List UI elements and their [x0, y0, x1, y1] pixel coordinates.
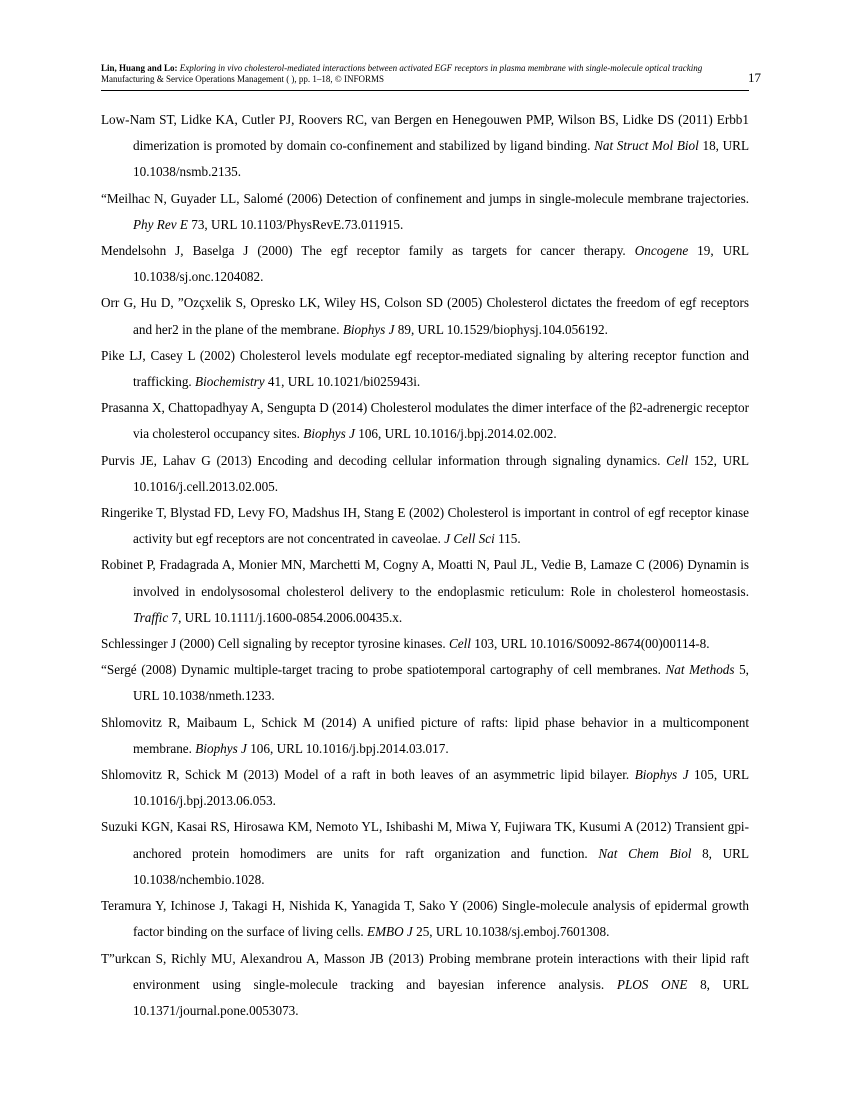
- reference-journal: Biophys J: [634, 767, 689, 783]
- reference-text: Low-Nam ST, Lidke KA, Cutler PJ, Roovers RC, van Bergen en Henegouwen PMP, Wilson BS, Lidke DS (2011) Erbb1 dimerization is promoted by domain co-confinement and stabilized by ligand binding.: [101, 112, 749, 154]
- header-journal: Manufacturing & Service Operations Management ( ), pp. 1–18, © INFORMS: [101, 74, 385, 84]
- reference-entry: [101, 500, 749, 552]
- header-authors: Lin, Huang and Lo:: [101, 63, 178, 73]
- reference-journal: Oncogene: [634, 243, 689, 259]
- page-number: 17: [748, 70, 761, 85]
- reference-details: 152, URL 10.1016/j.cell.2013.02.005.: [133, 452, 750, 494]
- reference-text: Purvis JE, Lahav G (2013) Encoding and decoding cellular information through signaling dynamics.: [101, 452, 667, 468]
- reference-text: Shlomovitz R, Maibaum L, Schick M (2014) A unified picture of rafts: lipid phase behavior in a multicomponent membrane.: [101, 714, 749, 756]
- reference-details: 103, URL 10.1016/S0092-8674(00)00114-8.: [470, 636, 710, 652]
- reference-details: 7, URL 10.1111/j.1600-0854.2006.00435.x.: [168, 609, 403, 625]
- reference-details: 105, URL 10.1016/j.bpj.2013.06.053.: [133, 767, 749, 809]
- reference-details: 18, URL 10.1038/nsmb.2135.: [133, 138, 750, 180]
- reference-details: 89, URL 10.1529/biophysj.104.056192.: [394, 321, 608, 337]
- reference-entry: [101, 186, 749, 238]
- reference-text: Teramura Y, Ichinose J, Takagi H, Nishida K, Yanagida T, Sako Y (2006) Single-molecule analysis of epidermal growth factor binding on the surface of living cells.: [101, 898, 749, 940]
- reference-journal: Nat Struct Mol Biol: [594, 138, 699, 154]
- reference-details: 19, URL 10.1038/sj.onc.1204082.: [133, 243, 749, 285]
- reference-details: 106, URL 10.1016/j.bpj.2014.02.002.: [354, 426, 557, 442]
- reference-entry: [101, 631, 749, 657]
- reference-entry: [101, 946, 749, 1025]
- reference-entry: [101, 448, 749, 500]
- reference-entry: [101, 814, 749, 893]
- reference-details: 8, URL 10.1371/journal.pone.0053073.: [133, 976, 750, 1018]
- reference-journal: Biophys J: [195, 740, 247, 756]
- reference-journal: Biophys J: [303, 426, 355, 442]
- reference-text: Ringerike T, Blystad FD, Levy FO, Madshus IH, Stang E (2002) Cholesterol is important in control of egf receptor kinase activity but egf receptors are not concentrated in caveolae.: [101, 505, 749, 547]
- reference-text: Mendelsohn J, Baselga J (2000) The egf receptor family as targets for cancer therapy.: [101, 243, 635, 259]
- reference-entry: [101, 552, 749, 631]
- reference-journal: EMBO J: [367, 924, 413, 940]
- reference-journal: Nat Methods: [665, 662, 735, 678]
- reference-entry: [101, 107, 749, 186]
- header-title: Exploring in vivo cholesterol-mediated interactions between activated EGF receptors in plasma membrane with single-molecule optical tracking: [179, 63, 703, 73]
- reference-text: Orr G, Hu D, ”Ozçxelik S, Opresko LK, Wiley HS, Colson SD (2005) Cholesterol dictates the freedom of egf receptors and her2 in the plane of the membrane.: [101, 295, 749, 337]
- reference-journal: Traffic: [133, 609, 169, 625]
- reference-entry: [101, 762, 749, 814]
- reference-entry: [101, 710, 749, 762]
- reference-entry: [101, 238, 749, 290]
- reference-entry: [101, 395, 749, 447]
- reference-journal: Cell: [448, 636, 471, 652]
- reference-text: “Sergé (2008) Dynamic multiple-target tracing to probe spatiotemporal cartography of cell membranes.: [101, 662, 666, 678]
- reference-journal: Cell: [666, 452, 689, 468]
- reference-text: Prasanna X, Chattopadhyay A, Sengupta D (2014) Cholesterol modulates the dimer interface of the β2-adrenergic receptor via cholesterol occupancy sites.: [101, 400, 749, 442]
- reference-text: “Meilhac N, Guyader LL, Salomé (2006) Detection of confinement and jumps in single-molecule membrane trajectories.: [101, 190, 749, 206]
- reference-entry: [101, 343, 749, 395]
- reference-details: 25, URL 10.1038/sj.emboj.7601308.: [412, 924, 610, 940]
- reference-entry: [101, 290, 749, 342]
- header-rule: [101, 90, 749, 91]
- reference-entry: [101, 893, 749, 945]
- reference-journal: Phy Rev E: [133, 216, 188, 232]
- reference-journal: Biophys J: [342, 321, 395, 337]
- reference-list: [101, 107, 749, 1024]
- reference-text: Schlessinger J (2000) Cell signaling by receptor tyrosine kinases.: [101, 636, 449, 652]
- reference-journal: Biochemistry: [195, 374, 265, 390]
- reference-text: T”urkcan S, Richly MU, Alexandrou A, Masson JB (2013) Probing membrane protein interactions with their lipid raft environment using single-molecule tracking and bayesian inference analysis.: [101, 950, 749, 992]
- reference-entry: [101, 657, 749, 709]
- reference-journal: J Cell Sci: [444, 531, 495, 547]
- reference-details: 115.: [494, 531, 521, 547]
- reference-details: 41, URL 10.1021/bi025943i.: [264, 374, 421, 390]
- reference-text: Robinet P, Fradagrada A, Monier MN, Marchetti M, Cogny A, Moatti N, Paul JL, Vedie B, Lamaze C (2006) Dynamin is involved in endolysosomal cholesterol delivery to the endoplasmic reticulum: Role in cholesterol homeostasis.: [101, 557, 749, 599]
- reference-details: 73, URL 10.1103/PhysRevE.73.011915.: [187, 216, 404, 232]
- reference-text: Shlomovitz R, Schick M (2013) Model of a raft in both leaves of an asymmetric lipid bilayer.: [101, 767, 635, 783]
- reference-details: 5, URL 10.1038/nmeth.1233.: [133, 662, 749, 704]
- reference-details: 106, URL 10.1016/j.bpj.2014.03.017.: [246, 740, 449, 756]
- running-header: [101, 63, 749, 91]
- reference-text: Pike LJ, Casey L (2002) Cholesterol levels modulate egf receptor-mediated signaling by altering receptor function and trafficking.: [101, 347, 749, 390]
- reference-journal: PLOS ONE: [616, 976, 688, 992]
- reference-details: 8, URL 10.1038/nchembio.1028.: [133, 845, 749, 887]
- reference-text: Suzuki KGN, Kasai RS, Hirosawa KM, Nemoto YL, Ishibashi M, Miwa Y, Fujiwara TK, Kusumi A (2012) Transient gpi-anchored protein homodimers are units for raft organization and function.: [101, 819, 749, 861]
- header-title-line: [101, 63, 702, 74]
- reference-journal: Nat Chem Biol: [598, 845, 692, 861]
